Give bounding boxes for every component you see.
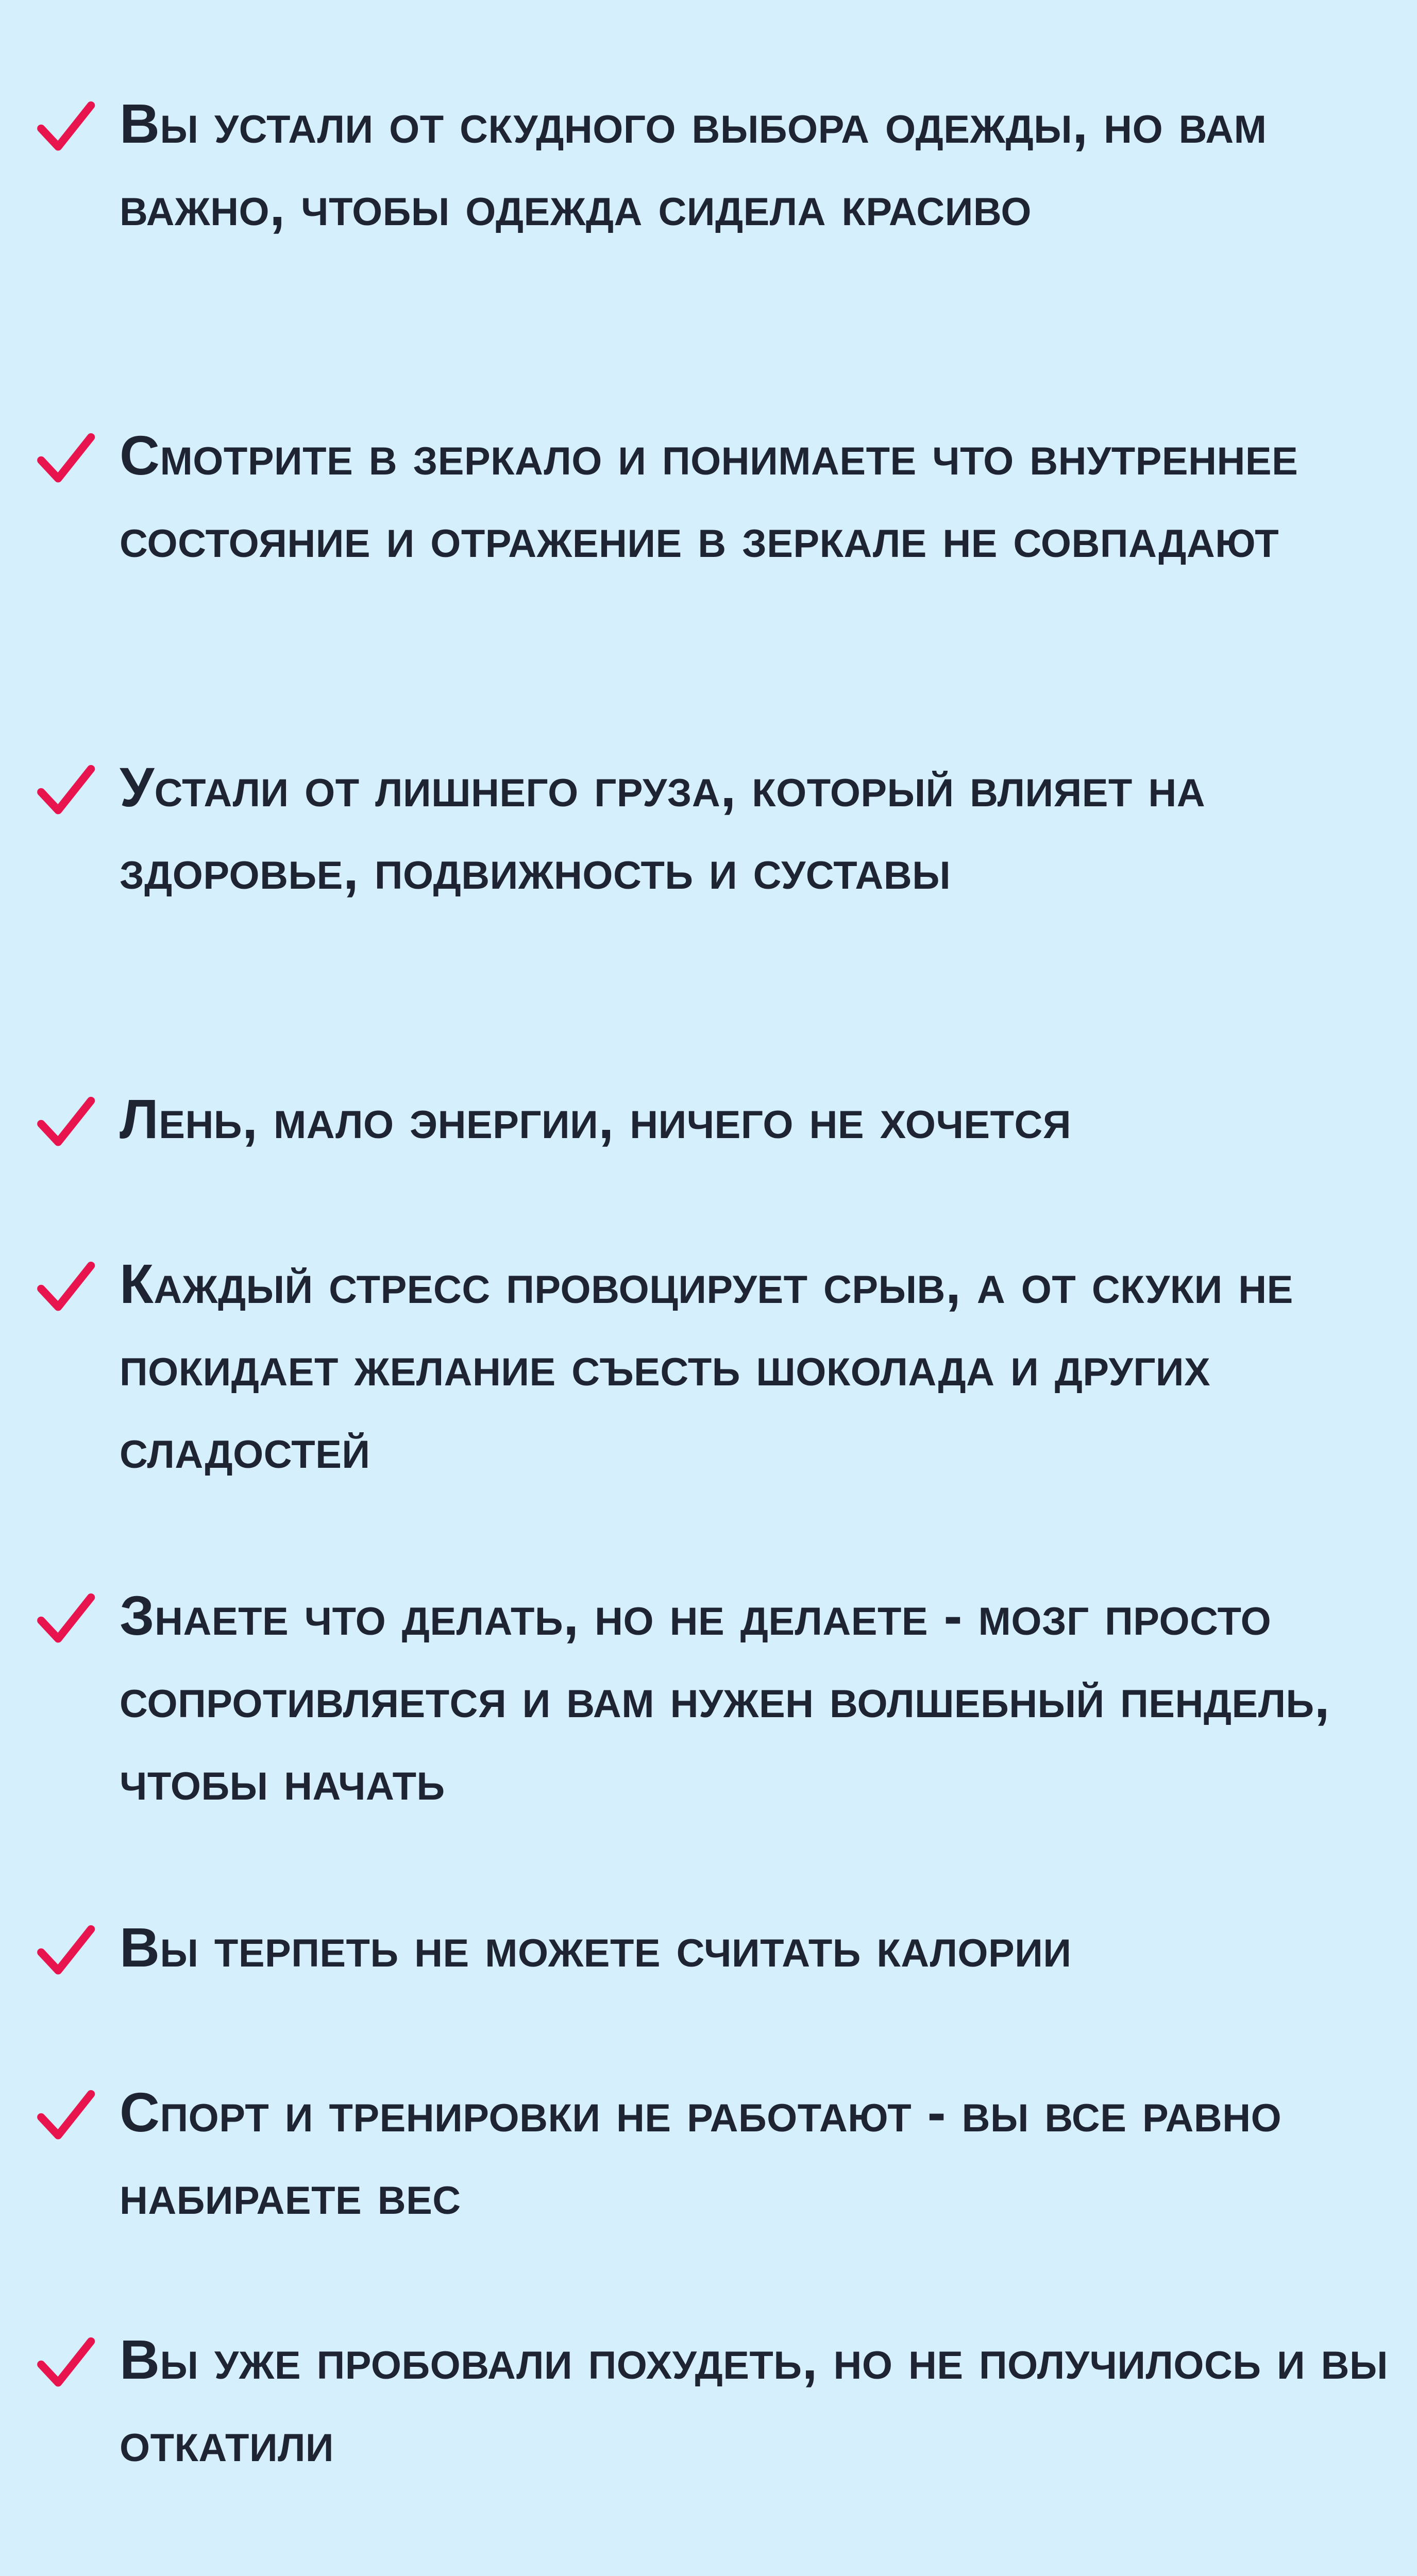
checkmark-icon — [35, 429, 96, 489]
checkmark-icon — [35, 2086, 96, 2146]
checkmark-icon — [35, 1589, 96, 1650]
checkmark-icon — [35, 1257, 96, 1318]
list-item-text: Устали от лишнего груза, который влияет на здоровье, подвижность и суставы — [120, 756, 1206, 901]
list-item-text: Каждый стресс провоцирует срыв, а от скуки не покидает желание съесть шоколада и других сладостей — [120, 1252, 1293, 1480]
list-item-text — [120, 2566, 1408, 2576]
checkmark-icon — [35, 1092, 96, 1153]
list-item-text: Вы уже пробовали похудеть, но не получилось и вы откатили — [120, 2328, 1388, 2473]
list-item-text: Знаете что делать, но не делаете - мозг просто сопротивляется и вам нужен волшебный пендель, чтобы начать — [120, 1584, 1330, 1811]
list-item-text: Спорт и тренировки не работают - вы все равно набираете вес — [120, 2081, 1282, 2226]
checkmark-icon — [35, 760, 96, 821]
checkmark-icon — [35, 1921, 96, 1981]
list-item-text: Лень, мало энергии, ничего не хочется — [120, 1088, 1071, 1150]
list-item-text: Смотрите в зеркало и понимаете что внутреннее состояние и отражение в зеркале не совпадают — [120, 424, 1298, 569]
list-item-text: Вы устали от скудного выбора одежды, но вам важно, чтобы одежда сидела красиво — [120, 92, 1267, 237]
checkmark-icon — [35, 2333, 96, 2394]
checkmark-icon — [35, 97, 96, 158]
list-item-text: Вы терпеть не можете считать калории — [120, 1916, 1072, 1978]
